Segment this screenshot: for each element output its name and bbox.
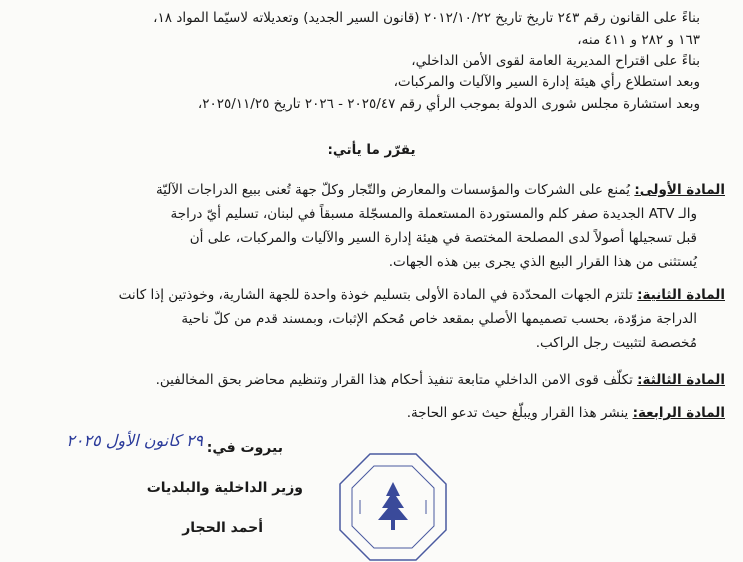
preamble-line: ١٦٣ و ٢٨٢ و ٤١١ منه، bbox=[577, 32, 700, 48]
article-text: مُخصصة لتثبيت رجل الراكب. bbox=[535, 335, 697, 351]
minister-name: أحمد الحجار bbox=[182, 520, 263, 536]
place-label: بيروت في: bbox=[206, 440, 283, 456]
cedar-icon bbox=[378, 482, 408, 530]
preamble-line: بناءً على القانون رقم ٢٤٣ تاريخ تاريخ ٢٠١٢/١٠/٢٢ (قانون السير الجديد) وتعديلاته لاسيّما المواد ١٨، bbox=[153, 10, 700, 26]
preamble-line: وبعد استطلاع رأي هيئة إدارة السير والآليات والمركبات، bbox=[393, 74, 700, 90]
ministry-seal bbox=[338, 452, 448, 562]
article-text: يُمنع على الشركات والمؤسسات والمعارض والتّجار وكلّ جهة تُعنى ببيع الدراجات الآليّة bbox=[155, 182, 631, 198]
article-label: المادة الثانية: bbox=[637, 287, 725, 303]
preamble-line: بناءً على اقتراح المديرية العامة لقوى الأمن الداخلي، bbox=[411, 53, 700, 69]
article-3 bbox=[156, 370, 725, 390]
handwritten-date: ٢٩ كانون الأول ٢٠٢٥ bbox=[66, 431, 203, 450]
minister-title: وزير الداخلية والبلديات bbox=[146, 480, 303, 496]
article-1 bbox=[156, 180, 725, 200]
decision-heading: يقرّر ما يأتي: bbox=[327, 142, 416, 158]
preamble-line: وبعد استشارة مجلس شورى الدولة بموجب الرأي رقم ٢٠٢٥/٤٧ - ٢٠٢٦ تاريخ ٢٠٢٥/١١/٢٥، bbox=[197, 96, 700, 112]
article-text: الدراجة مزوّدة، بحسب تصميمها الأصلي بمقعد خاص مُحكم الإثبات، وبمسند قدم من كلّ ناحية bbox=[181, 311, 697, 327]
article-text: ينشر هذا القرار ويبلّغ حيث تدعو الحاجة. bbox=[406, 405, 629, 421]
article-label: المادة الثالثة: bbox=[637, 372, 725, 388]
article-label: المادة الرابعة: bbox=[632, 405, 725, 421]
article-text: تكلّف قوى الامن الداخلي متابعة تنفيذ أحكام هذا القرار وتنظيم محاضر بحق المخالفين. bbox=[155, 372, 633, 388]
article-4 bbox=[407, 403, 725, 423]
article-text: يُستثنى من هذا القرار البيع الذي يجرى بين هذه الجهات. bbox=[388, 254, 697, 270]
article-text: والـ ATV الجديدة صفر كلم والمستوردة المستعملة والمسجّلة مسبقاً في لبنان، تسليم أيّ دراجة bbox=[170, 206, 697, 222]
article-text: قبل تسجيلها أصولاً لدى المصلحة المختصة في هيئة إدارة السير والآليات والمركبات، على أن bbox=[189, 230, 697, 246]
article-label: المادة الأولى: bbox=[634, 182, 725, 198]
article-2 bbox=[119, 285, 725, 305]
article-text: تلتزم الجهات المحدّدة في المادة الأولى بتسليم خوذة واحدة للجهة الشارية، وخوذتين إذا كانت bbox=[118, 287, 633, 303]
